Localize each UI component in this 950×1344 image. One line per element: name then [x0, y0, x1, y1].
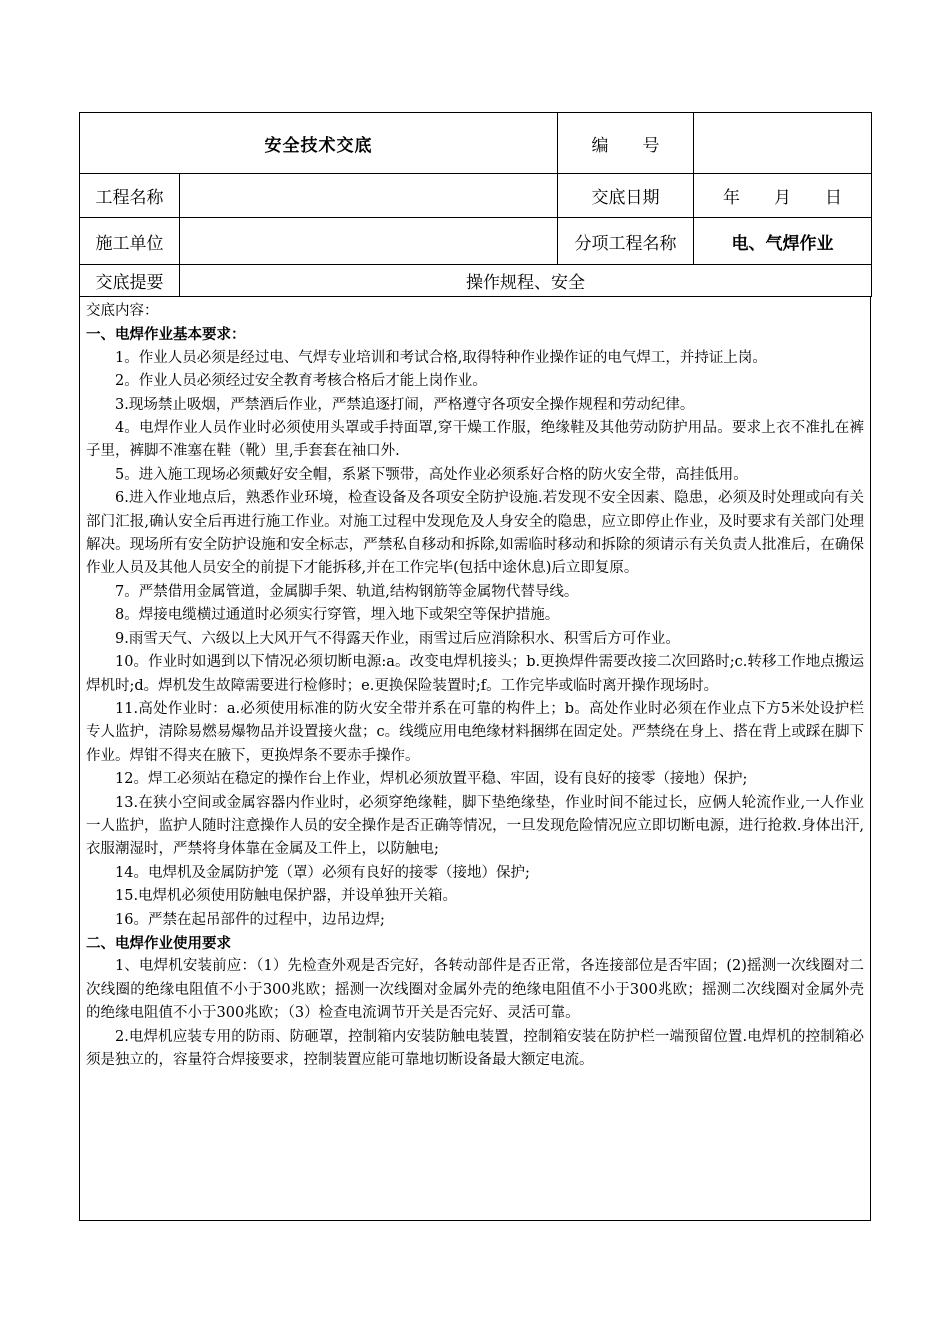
list-item: 10。作业时如遇到以下情况必须切断电源:a。改变电焊机接头；b.更换焊件需要改接二次回路时;c.转移工作地点搬运焊机时;d。焊机发生故障需要进行检修时；e.更换保险装置时;f。工作完毕或临时离开操作现场时。 — [86, 654, 864, 694]
list-item: 16。严禁在起吊部件的过程中，边吊边焊; — [115, 911, 385, 928]
content-intro: 交底内容： — [86, 303, 159, 319]
list-item: 1、电焊机安装前应：（1）先检查外观是否完好，各转动部件是否正常，各连接部位是否牢固；(2)摇测一次线圈对二次线圈的绝缘电阻值不小于300兆欧；摇测一次线圈对金属外壳的绝缘电阻值不小于300兆欧；摇测二次线圈对金属外壳的绝缘电阻值不小于300兆欧；（3）检查电流调节开关是否完好、灵活可靠。 — [86, 958, 864, 1022]
list-item: 2。作业人员必须经过安全教育考核合格后才能上岗作业。 — [115, 373, 487, 390]
section2-list — [86, 955, 864, 1072]
number-value — [694, 113, 872, 174]
document-title: 安全技术交底 — [80, 113, 558, 174]
document — [79, 112, 871, 1221]
list-item: 6.进入作业地点后，熟悉作业环境，检查设备及各项安全防护设施.若发现不安全因素、隐患，必须及时处理或向有关部门汇报,确认安全后再进行施工作业。对施工过程中发现危及人身安全的隐患，应立即停止作业，及时要求有关部门处理解决。现场所有安全防护设施和安全标志，严禁私自移动和拆除,如需临时移动和拆除的须请示有关负责人批准后，在确保作业人员及其他人员安全的前提下才能拆移,并在工作完毕(包括中途休息)后立即复原。 — [86, 490, 864, 577]
project-name-label: 工程名称 — [80, 174, 180, 218]
list-item: 7。严禁借用金属管道，金属脚手架、轨道,结构钢筋等金属物代替导线。 — [115, 583, 579, 600]
date-label: 交底日期 — [558, 174, 694, 218]
sub-project-value: 电、气焊作业 — [694, 218, 872, 265]
list-item: 3.现场禁止吸烟，严禁酒后作业，严禁追逐打闹，严格遵守各项安全操作规程和劳动纪律。 — [115, 396, 695, 413]
list-item: 4。电焊作业人员作业时必须使用头罩或手持面罩,穿干燥工作服，绝缘鞋及其他劳动防护用品。要求上衣不准扎在裤子里，裤脚不准塞在鞋（靴）里,手套套在袖口外. — [86, 420, 864, 460]
section2-title: 二、电焊作业使用要求 — [86, 934, 231, 952]
list-item: 11.高处作业时：a.必须使用标准的防火安全带并系在可靠的构件上；b。高处作业时必须在作业点下方5米处设护栏专人监护，清除易燃易爆物品并设置接火盘；c。线缆应用电绝缘材料捆绑在固定处。严禁绕在身上、搭在背上或踩在脚下作业。焊钳不得夹在腋下，更换焊条不要赤手操作。 — [86, 700, 864, 764]
list-item: 13.在狭小空间或金属容器内作业时，必须穿绝缘鞋，脚下垫绝缘垫，作业时间不能过长，应俩人轮流作业,一人作业一人监护，监护人随时注意操作人员的安全操作是否正确等情况，一旦发现危险情况应立即切断电源，进行抢救.身体出汗,衣服潮湿时，严禁将身体靠在金属及工件上，以防触电; — [86, 794, 864, 858]
content-body — [79, 297, 871, 1221]
list-item: 2.电焊机应装专用的防雨、防砸罩，控制箱内安装防触电装置，控制箱安装在防护栏一端预留位置.电焊机的控制箱必须是独立的，容量符合焊接要求，控制装置应能可靠地切断设备最大额定电流。 — [86, 1028, 864, 1068]
list-item: 1。作业人员必须是经过电、气焊专业培训和考试合格,取得特种作业操作证的电气焊工，并持证上岗。 — [115, 349, 767, 366]
date-value: 年 月 日 — [694, 174, 872, 218]
list-item: 12。焊工必须站在稳定的操作台上作业，焊机必须放置平稳、牢固，设有良好的接零（接地）保护; — [115, 771, 748, 788]
list-item: 9.雨雪天气、六级以上大风开气不得露天作业，雨雪过后应消除积水、积雪后方可作业。 — [115, 630, 680, 647]
unit-value — [180, 218, 558, 265]
sub-project-label: 分项工程名称 — [558, 218, 694, 265]
number-label: 编 号 — [558, 113, 694, 174]
summary-label: 交底提要 — [80, 265, 180, 297]
summary-value: 操作规程、安全 — [180, 265, 872, 297]
list-item: 14。电焊机及金属防护笼（罩）必须有良好的接零（接地）保护; — [115, 864, 530, 881]
list-item: 15.电焊机必须使用防触电保护器，并设单独开关箱。 — [115, 888, 458, 905]
list-item: 5。进入施工现场必须戴好安全帽，系紧下颚带，高处作业必须系好合格的防火安全带，高挂低用。 — [115, 466, 748, 483]
project-name-value — [180, 174, 558, 218]
header-table — [79, 112, 872, 297]
section1-list — [86, 347, 864, 932]
unit-label: 施工单位 — [80, 218, 180, 265]
list-item: 8。焊接电缆横过通道时必须实行穿管，埋入地下或架空等保护措施。 — [115, 607, 560, 624]
section1-title: 一、电焊作业基本要求： — [86, 326, 246, 344]
